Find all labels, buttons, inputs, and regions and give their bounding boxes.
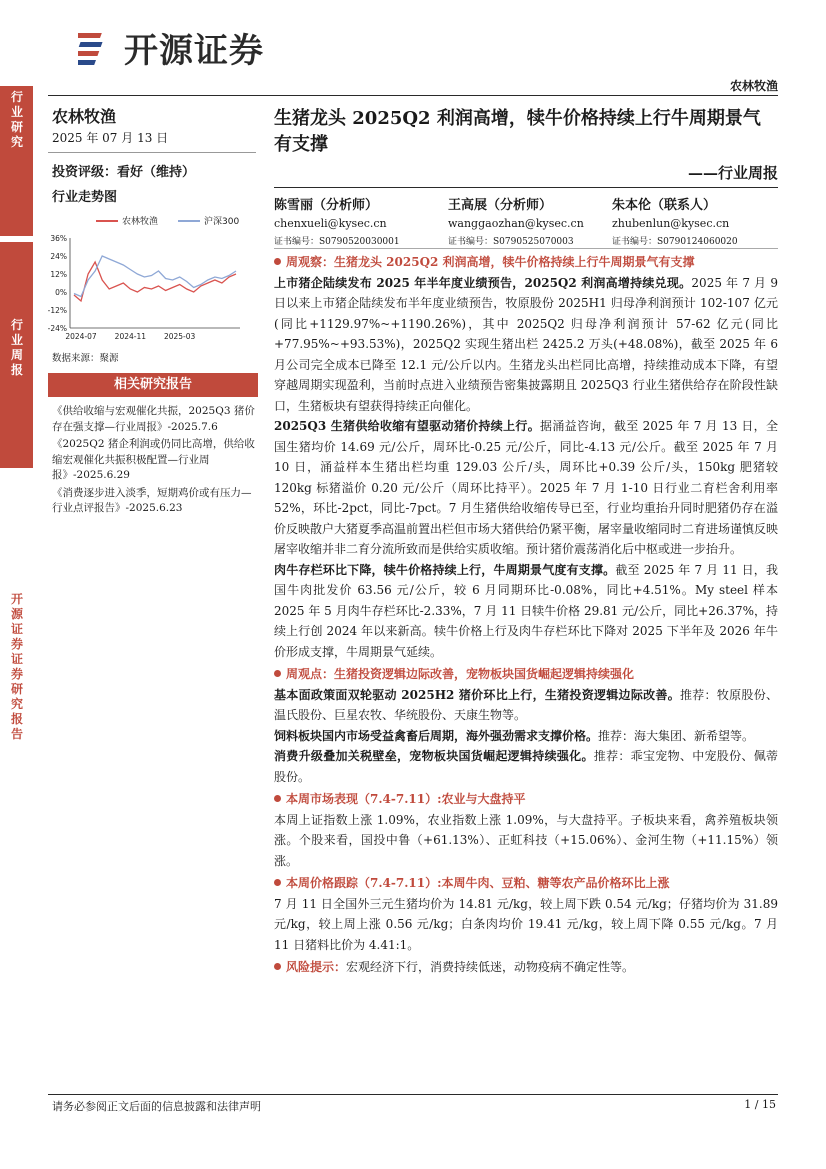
y-tick-label: 36% [50, 234, 67, 243]
analyst-name: 王高展（分析师） [448, 198, 553, 213]
header-sector: 农林牧渔 [729, 79, 778, 93]
chart-source-note: 数据来源：聚源 [52, 353, 119, 364]
y-tick-label: -24% [47, 324, 67, 333]
section-heading-text: 周观察：生猪龙头 2025Q2 利润高增，犊牛价格持续上行牛周期景气有支撑 [286, 255, 695, 269]
paragraph [274, 726, 778, 747]
sector-name: 农林牧渔 [52, 107, 117, 126]
risk-section [274, 957, 778, 978]
section-heading [274, 664, 778, 685]
paragraph: 本周上证指数上涨 1.09%，农业指数上涨 1.09%，与大盘持平。子板块来看，禽养殖板块领涨。个股来看，国投中鲁（+61.13%）、正虹科技（+15.06%）、金河生物（+11.15%）领涨。 [274, 812, 778, 868]
footer-rule [48, 1094, 778, 1095]
report-title: 生猪龙头 2025Q2 利润高增，犊牛价格持续上行牛周期景气有支撑 [274, 108, 761, 155]
report-type: ——行业周报 [687, 164, 778, 182]
paragraph-lead: 肉牛存栏环比下降，犊牛价格持续上行，牛周期景气度有支撑。 [274, 562, 616, 577]
analyst-card [274, 194, 400, 247]
title-rule [274, 187, 778, 188]
sidebar-lower-label: 开源证券 证券研究报告 [10, 592, 23, 741]
analyst-email[interactable]: zhubenlun@kysec.cn [612, 217, 730, 230]
sidebar-middle-label: 行业周报 [10, 318, 23, 377]
related-reports-list [52, 404, 260, 519]
page-number: 1 / 15 [744, 1098, 776, 1111]
bullet-icon [274, 963, 281, 970]
section-heading-text: 本周市场表现（7.4-7.11）:农业与大盘持平 [286, 792, 526, 806]
paragraph-lead: 消费升级叠加关税壁垒，宠物板块国货崛起逻辑持续强化。 [274, 749, 594, 763]
sidebar-middle-band [0, 242, 33, 468]
section-heading [274, 873, 778, 894]
bullet-icon [274, 258, 281, 265]
analyst-cert: 证书编号：S0790525070003 [448, 237, 574, 247]
divider [48, 152, 256, 153]
analyst-cert: 证书编号：S0790520030001 [274, 237, 400, 247]
paragraph [274, 560, 778, 663]
legend-label: 农林牧渔 [122, 217, 159, 227]
paragraph-text: 2025 年 7 月 9 日以来上市猪企陆续发布半年度业绩预告，牧原股份 2025H1 归母净利润预计 102-107 亿元(同比+1129.97%~+1190.26%)，其中 2025Q2 归母净利润预计 57-62 亿元(同比+77.95%~+93.53%)，2025Q2 实现生猪出栏 2425.2 万头(+48.08%)，截至 2025 年 6 月公司完全成本已降至 12.1 元/公斤以内。生猪龙头出栏同比高增，持续推动成本下降，有望穿越周期实现盈利，当前时点进入业绩预告密集披露期且 2025Q3 行业生猪供给存在阶段性缺口，生猪板块有望获得持续正向催化。 [274, 275, 778, 413]
logo-mark-icon [78, 27, 116, 67]
related-report-item[interactable]: 《2025Q2 猪企利润或仍同比高增，供给收缩宏观催化共振积极配置—行业周报》-2025.6.29 [52, 438, 255, 481]
paragraph-lead: 2025Q3 生猪供给收缩有望驱动猪价持续上行。 [274, 419, 541, 433]
x-tick-label: 2025-03 [163, 332, 196, 341]
paragraph-text: 据涌益咨询，截至 2025 年 7 月 13 日，全国生猪均价 14.69 元/公斤，周环比-0.25 元/公斤，同比-4.13 元/公斤。截至 2025 年 7 月 10 日，涌益样本生猪出栏均重 129.03 公斤/头，周环比+0.39 公斤/头，150kg 肥猪较 120kg 标猪溢价 0.20 元/公斤（周环比持平）。2025 年 7 月 1-10 日行业二育栏舍利用率 52%，环比-2pct，同比-7pct。7 月生猪供给收缩传导已至，行业均重抬升同时肥猪仍存在溢价反映散户大猪夏季高温前置出栏但市场大猪供给仍紧平衡，屠宰量收缩同时二育进场谨慎反映屠宰收缩并非二育分流所致而是供给实质收缩。预计猪价震荡消化后中枢或进一步抬升。 [274, 419, 779, 556]
report-date: 2025 年 07 月 13 日 [52, 131, 169, 145]
y-tick-label: 0% [55, 288, 67, 297]
paragraph [274, 746, 778, 787]
paragraph-lead: 饲料板块国内市场受益禽畜后周期，海外强劲需求支撑价格。 [274, 728, 599, 743]
paragraph [274, 273, 778, 417]
paragraph-lead: 上市猪企陆续发布 2025 年半年度业绩预告，2025Q2 利润高增持续兑现。 [274, 275, 692, 290]
trend-chart-svg [44, 210, 256, 350]
paragraph-lead: 基本面政策面双轮驱动 2025H2 猪价环比上行，生猪投资逻辑边际改善。 [274, 687, 680, 702]
bullet-icon [274, 670, 281, 677]
sidebar-lower-band [0, 578, 33, 758]
analyst-email[interactable]: wanggaozhan@kysec.cn [448, 217, 584, 230]
y-tick-label: 12% [50, 270, 67, 279]
analyst-card [448, 194, 584, 247]
legend-label: 沪深300 [204, 217, 240, 227]
analyst-name: 陈雪丽（分析师） [274, 198, 379, 213]
analyst-email[interactable]: chenxueli@kysec.cn [274, 217, 387, 230]
related-report-item[interactable]: 《供给收缩与宏观催化共振，2025Q3 猪价存在强支撑—行业周报》-2025.7.6 [52, 405, 255, 433]
analyst-cert: 证书编号：S0790124060020 [612, 237, 738, 247]
paragraph-text: 推荐：牧原股份、温氏股份、巨星农牧、华统股份、天康生物等。 [274, 687, 778, 722]
section-heading-text: 本周价格跟踪（7.4-7.11）:本周牛肉、豆粕、糖等农产品价格环比上涨 [286, 876, 670, 890]
related-reports-heading: 相关研究报告 [48, 373, 258, 397]
paragraph: 7 月 11 日全国外三元生猪均价为 14.81 元/kg，较上周下跌 0.54 元/kg；仔猪均价为 31.89 元/kg，较上周上涨 0.56 元/kg；白条肉均价 19.41 元/kg，较上周下降 0.55 元/kg。7 月 11 日猪料比价为 4.41:1。 [274, 896, 778, 952]
investment-rating: 投资评级：看好（维持） [52, 165, 196, 180]
risk-label: 风险提示： [286, 960, 347, 974]
section-heading-text: 周观点：生猪投资逻辑边际改善，宠物板块国货崛起逻辑持续强化 [286, 667, 635, 681]
paragraph-text: 推荐：海大集团、新希望等。 [598, 728, 755, 743]
series-line [74, 256, 236, 297]
bullet-icon [274, 795, 281, 802]
risk-text: 宏观经济下行，消费持续低迷，动物疫病不确定性等。 [346, 960, 635, 974]
footer-disclaimer: 请务必参阅正文后面的信息披露和法律声明 [52, 1100, 261, 1113]
analyst-rule [274, 248, 778, 249]
paragraph-text: 截至 2025 年 7 月 11 日，我国牛肉批发价 63.56 元/公斤，较 6 月同期环比-0.08%，同比+4.51%。My steel 样本 2025 年 5 月肉牛存栏环比-2.33%，7 月 11 日犊牛价格 29.81 元/公斤，同比+26.37%，持续上行创 2024 年以来新高。犊牛价格上行及肉牛存栏环比下降对 2025 下半年及 2026 年牛价形成支撑，牛周期景气延续。 [274, 562, 778, 659]
bullet-icon [274, 879, 281, 886]
trend-chart-title: 行业走势图 [52, 190, 118, 205]
paragraph-text: 推荐：乖宝宠物、中宠股份、佩蒂股份。 [274, 749, 778, 784]
analyst-name: 朱本伦（联系人） [612, 198, 717, 213]
y-tick-label: -12% [47, 306, 67, 315]
analyst-card [612, 194, 738, 247]
sidebar-upper-label: 行业研究 [10, 90, 23, 149]
brand-logo [78, 22, 264, 72]
paragraph [274, 416, 778, 560]
sidebar-upper-band [0, 86, 33, 236]
header-rule [48, 95, 778, 96]
section-heading [274, 252, 778, 273]
trend-chart [44, 210, 256, 360]
brand-name: 开源证券 [124, 30, 264, 71]
y-tick-label: 24% [50, 252, 67, 261]
section-heading [274, 789, 778, 810]
paragraph [274, 685, 778, 726]
x-tick-label: 2024-11 [114, 332, 147, 341]
report-body [274, 252, 778, 978]
x-tick-label: 2024-07 [65, 332, 97, 341]
related-report-item[interactable]: 《消费逐步进入淡季，短期鸡价或有压力—行业点评报告》-2025.6.23 [52, 486, 252, 514]
series-line [74, 262, 236, 301]
